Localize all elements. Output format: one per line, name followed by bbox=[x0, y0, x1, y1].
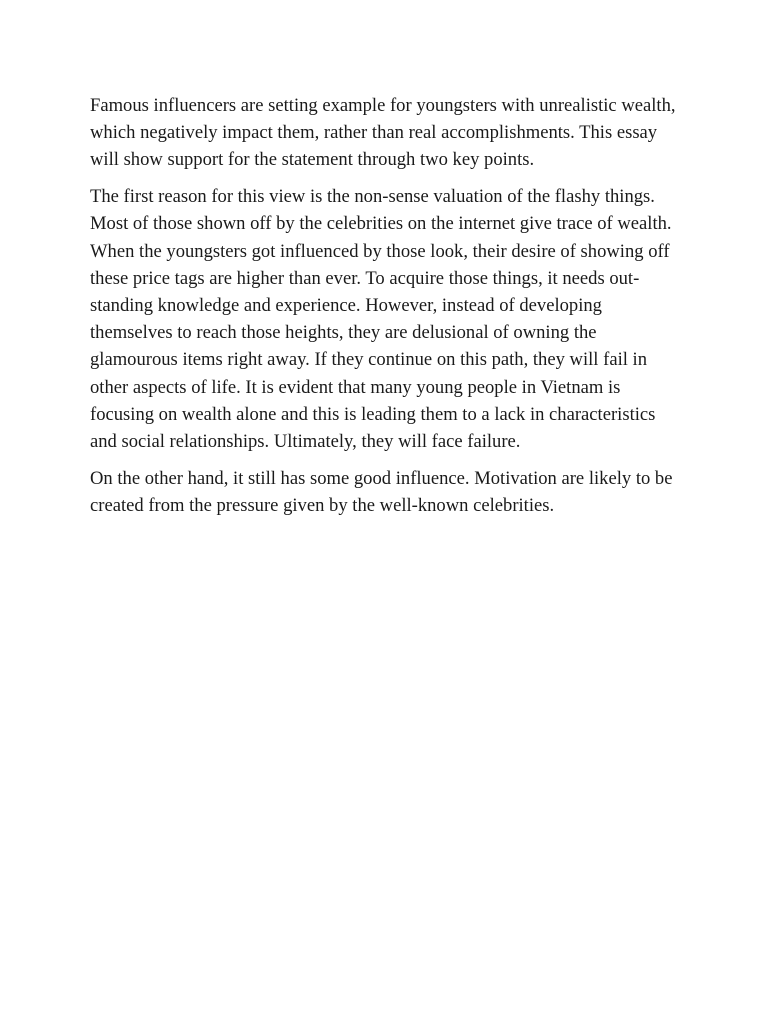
paragraph-first-reason: The first reason for this view is the non-sense valuation of the flashy things. Most of those shown off by the celebrities on the internet give trace of wealth. When the youngsters got influenced by those look, their desire of showing off these price tags are higher than ever. To acquire those things, it needs out-standing knowledge and experience. However, instead of developing themselves to reach those heights, they are delusional of owning the glamourous items right away. If they continue on this path, they will fail in other aspects of life. It is evident that many young people in Vietnam is focusing on wealth alone and this is leading them to a lack in characteristics and social relationships. Ultimately, they will face failure. bbox=[90, 186, 672, 452]
paragraph-intro: Famous influencers are setting example for youngsters with unrealistic wealth, which negatively impact them, rather than real accomplishments. This essay will show support for the statement through two key points. bbox=[90, 95, 676, 171]
essay-body bbox=[90, 92, 682, 529]
paragraph-counterpoint: On the other hand, it still has some good influence. Motivation are likely to be created from the pressure given by the well-known celebrities. bbox=[90, 467, 673, 516]
